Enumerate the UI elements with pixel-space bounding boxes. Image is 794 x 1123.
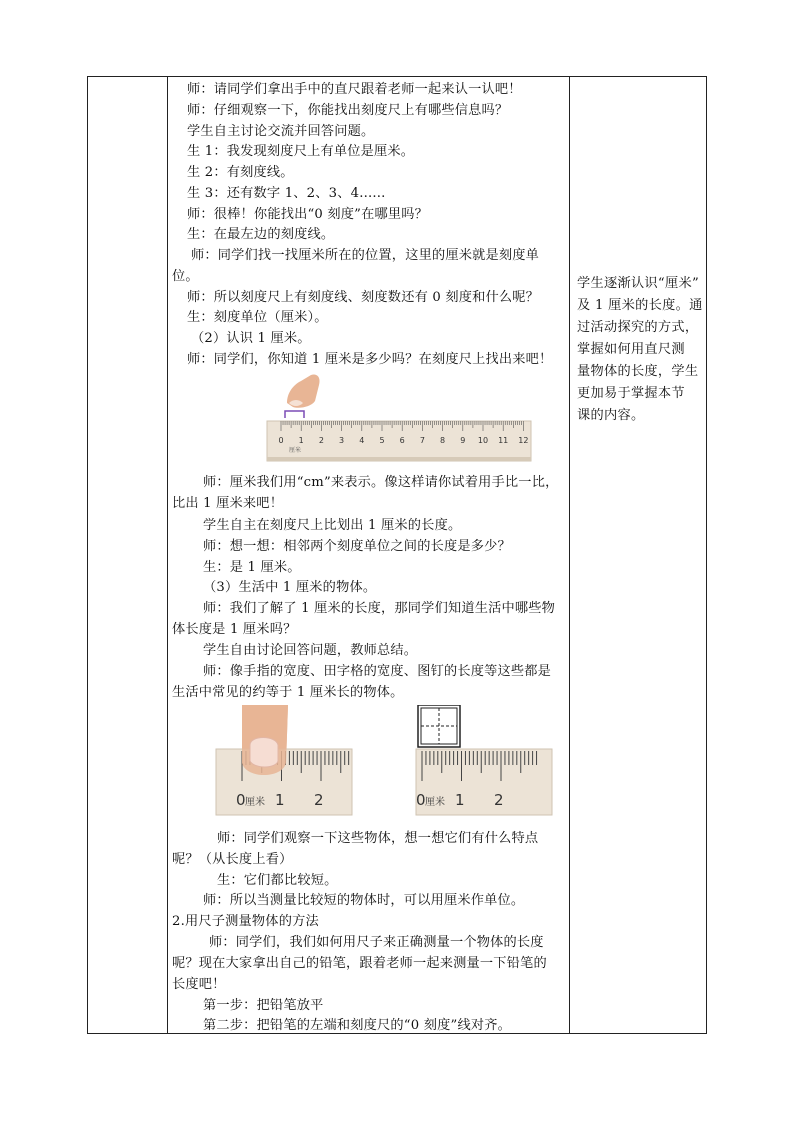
dialogue-line: 师：像手指的宽度、田字格的宽度、图钉的长度等这些都是 xyxy=(203,664,552,679)
dialogue-line: 生：是 1 厘米。 xyxy=(203,560,301,575)
side-note-line: 更加易于掌握本节 xyxy=(577,386,685,401)
section-heading: 2.用尺子测量物体的方法 xyxy=(172,914,319,929)
ruler-number-label: 1 xyxy=(298,436,304,445)
side-note-line: 量物体的长度，学生 xyxy=(577,364,699,379)
side-note-line: 掌握如何用直尺测 xyxy=(577,342,685,357)
dialogue-line: 师：我们了解了 1 厘米的长度，那同学们知道生活中哪些物 xyxy=(203,601,556,616)
dialogue-line: 师：厘米我们用“cm”来表示。像这样请你试着用手比一比， xyxy=(203,475,559,490)
dialogue-line: 学生自主讨论交流并回答问题。 xyxy=(187,124,375,139)
svg-text:2: 2 xyxy=(314,791,324,809)
dialogue-line: 师：同学们观察一下这些物体，想一想它们有什么特点 xyxy=(217,831,539,846)
ruler-number-label: 7 xyxy=(419,436,425,445)
dialogue-line: 生 1：我发现刻度尺上有单位是厘米。 xyxy=(187,144,415,159)
dialogue-line: 比出 1 厘米来吧！ xyxy=(172,496,284,511)
dialogue-line: 第二步：把铅笔的左端和刻度尺的“0 刻度”线对齐。 xyxy=(203,1018,512,1033)
svg-text:1: 1 xyxy=(275,791,285,809)
ruler-number-label: 10 xyxy=(477,436,489,445)
dialogue-line: 生：它们都比较短。 xyxy=(217,873,338,888)
ruler-number-label: 0 xyxy=(278,436,284,445)
design-intent-cell xyxy=(577,273,705,427)
dialogue-line: 长度吧！ xyxy=(172,977,226,992)
ruler-number-label: 6 xyxy=(399,436,405,445)
ruler-number-label: 3 xyxy=(339,436,345,445)
dialogue-line: 师：所以刻度尺上有刻度线、刻度数还有 0 刻度和什么呢？ xyxy=(187,290,540,305)
ruler-number-label: 11 xyxy=(498,436,509,445)
dialogue-line: 位。 xyxy=(172,269,199,284)
svg-text:0: 0 xyxy=(236,791,246,809)
dialogue-line: 师：同学们，我们如何用尺子来正确测量一个物体的长度 xyxy=(209,935,544,950)
section-heading: （2）认识 1 厘米。 xyxy=(191,331,311,346)
side-note-line: 及 1 厘米的长度。通 xyxy=(577,298,703,313)
ruler-number-label: 5 xyxy=(379,436,385,445)
dialogue-line: 师：同学们找一找厘米所在的位置，这里的厘米就是刻度单 xyxy=(191,248,540,263)
dialogue-line: 呢？现在大家拿出自己的铅笔，跟着老师一起来测量一下铅笔的 xyxy=(172,956,547,971)
side-note-line: 课的内容。 xyxy=(577,408,645,423)
dialogue-line: 师：同学们，你知道 1 厘米是多少吗？在刻度尺上找出来吧！ xyxy=(187,352,553,367)
ruler-number-label: 9 xyxy=(460,436,466,445)
svg-text:厘米: 厘米 xyxy=(425,797,445,808)
side-note-line: 过活动探究的方式， xyxy=(577,320,699,335)
ruler-unit-label: 厘米 xyxy=(289,447,302,454)
svg-text:2: 2 xyxy=(494,791,504,809)
dialogue-line: 学生自主在刻度尺上比划出 1 厘米的长度。 xyxy=(203,518,462,533)
ruler-number-label: 8 xyxy=(440,436,446,445)
svg-text:1: 1 xyxy=(455,791,465,809)
dialogue-line: 呢？（从长度上看） xyxy=(172,852,293,867)
dialogue-line: 生 3：还有数字 1、2、3、4...... xyxy=(187,186,386,201)
ruler-finger-illustration xyxy=(265,373,535,465)
column-divider-left xyxy=(167,77,168,1033)
svg-text:厘米: 厘米 xyxy=(245,797,265,808)
ruler-number-label: 4 xyxy=(359,436,365,445)
lesson-table xyxy=(87,76,707,1034)
svg-text:0: 0 xyxy=(416,791,426,809)
dialogue-line: 生：刻度单位（厘米）。 xyxy=(187,310,328,325)
dialogue-line: 生活中常见的约等于 1 厘米长的物体。 xyxy=(172,685,404,700)
dialogue-line: 生 2：有刻度线。 xyxy=(187,165,294,180)
ruler-number-label: 2 xyxy=(318,436,324,445)
fingertip-ruler-illustration xyxy=(214,705,354,817)
dialogue-line: 师：请同学们拿出手中的直尺跟着老师一起来认一认吧！ xyxy=(187,82,522,97)
dialogue-line: 师：仔细观察一下，你能找出刻度尺上有哪些信息吗？ xyxy=(187,103,509,118)
fingernail-icon xyxy=(250,738,278,768)
side-note-line: 学生逐渐认识“厘米” xyxy=(577,276,699,291)
section-heading: （3）生活中 1 厘米的物体。 xyxy=(203,580,377,595)
dialogue-line: 学生自由讨论回答问题，教师总结。 xyxy=(203,643,418,658)
dialogue-line: 体长度是 1 厘米吗？ xyxy=(172,622,297,637)
grid-square-ruler-illustration xyxy=(414,705,554,817)
dialogue-line: 生：在最左边的刻度线。 xyxy=(187,227,335,242)
ruler-number-label: 12 xyxy=(518,436,529,445)
dialogue-line: 师：想一想：相邻两个刻度单位之间的长度是多少？ xyxy=(203,539,511,554)
dialogue-line: 第一步：把铅笔放平 xyxy=(203,998,324,1013)
dialogue-line: 师：所以当测量比较短的物体时，可以用厘米作单位。 xyxy=(203,893,525,908)
dialogue-line: 师：很棒！你能找出“0 刻度”在哪里吗？ xyxy=(187,207,429,222)
